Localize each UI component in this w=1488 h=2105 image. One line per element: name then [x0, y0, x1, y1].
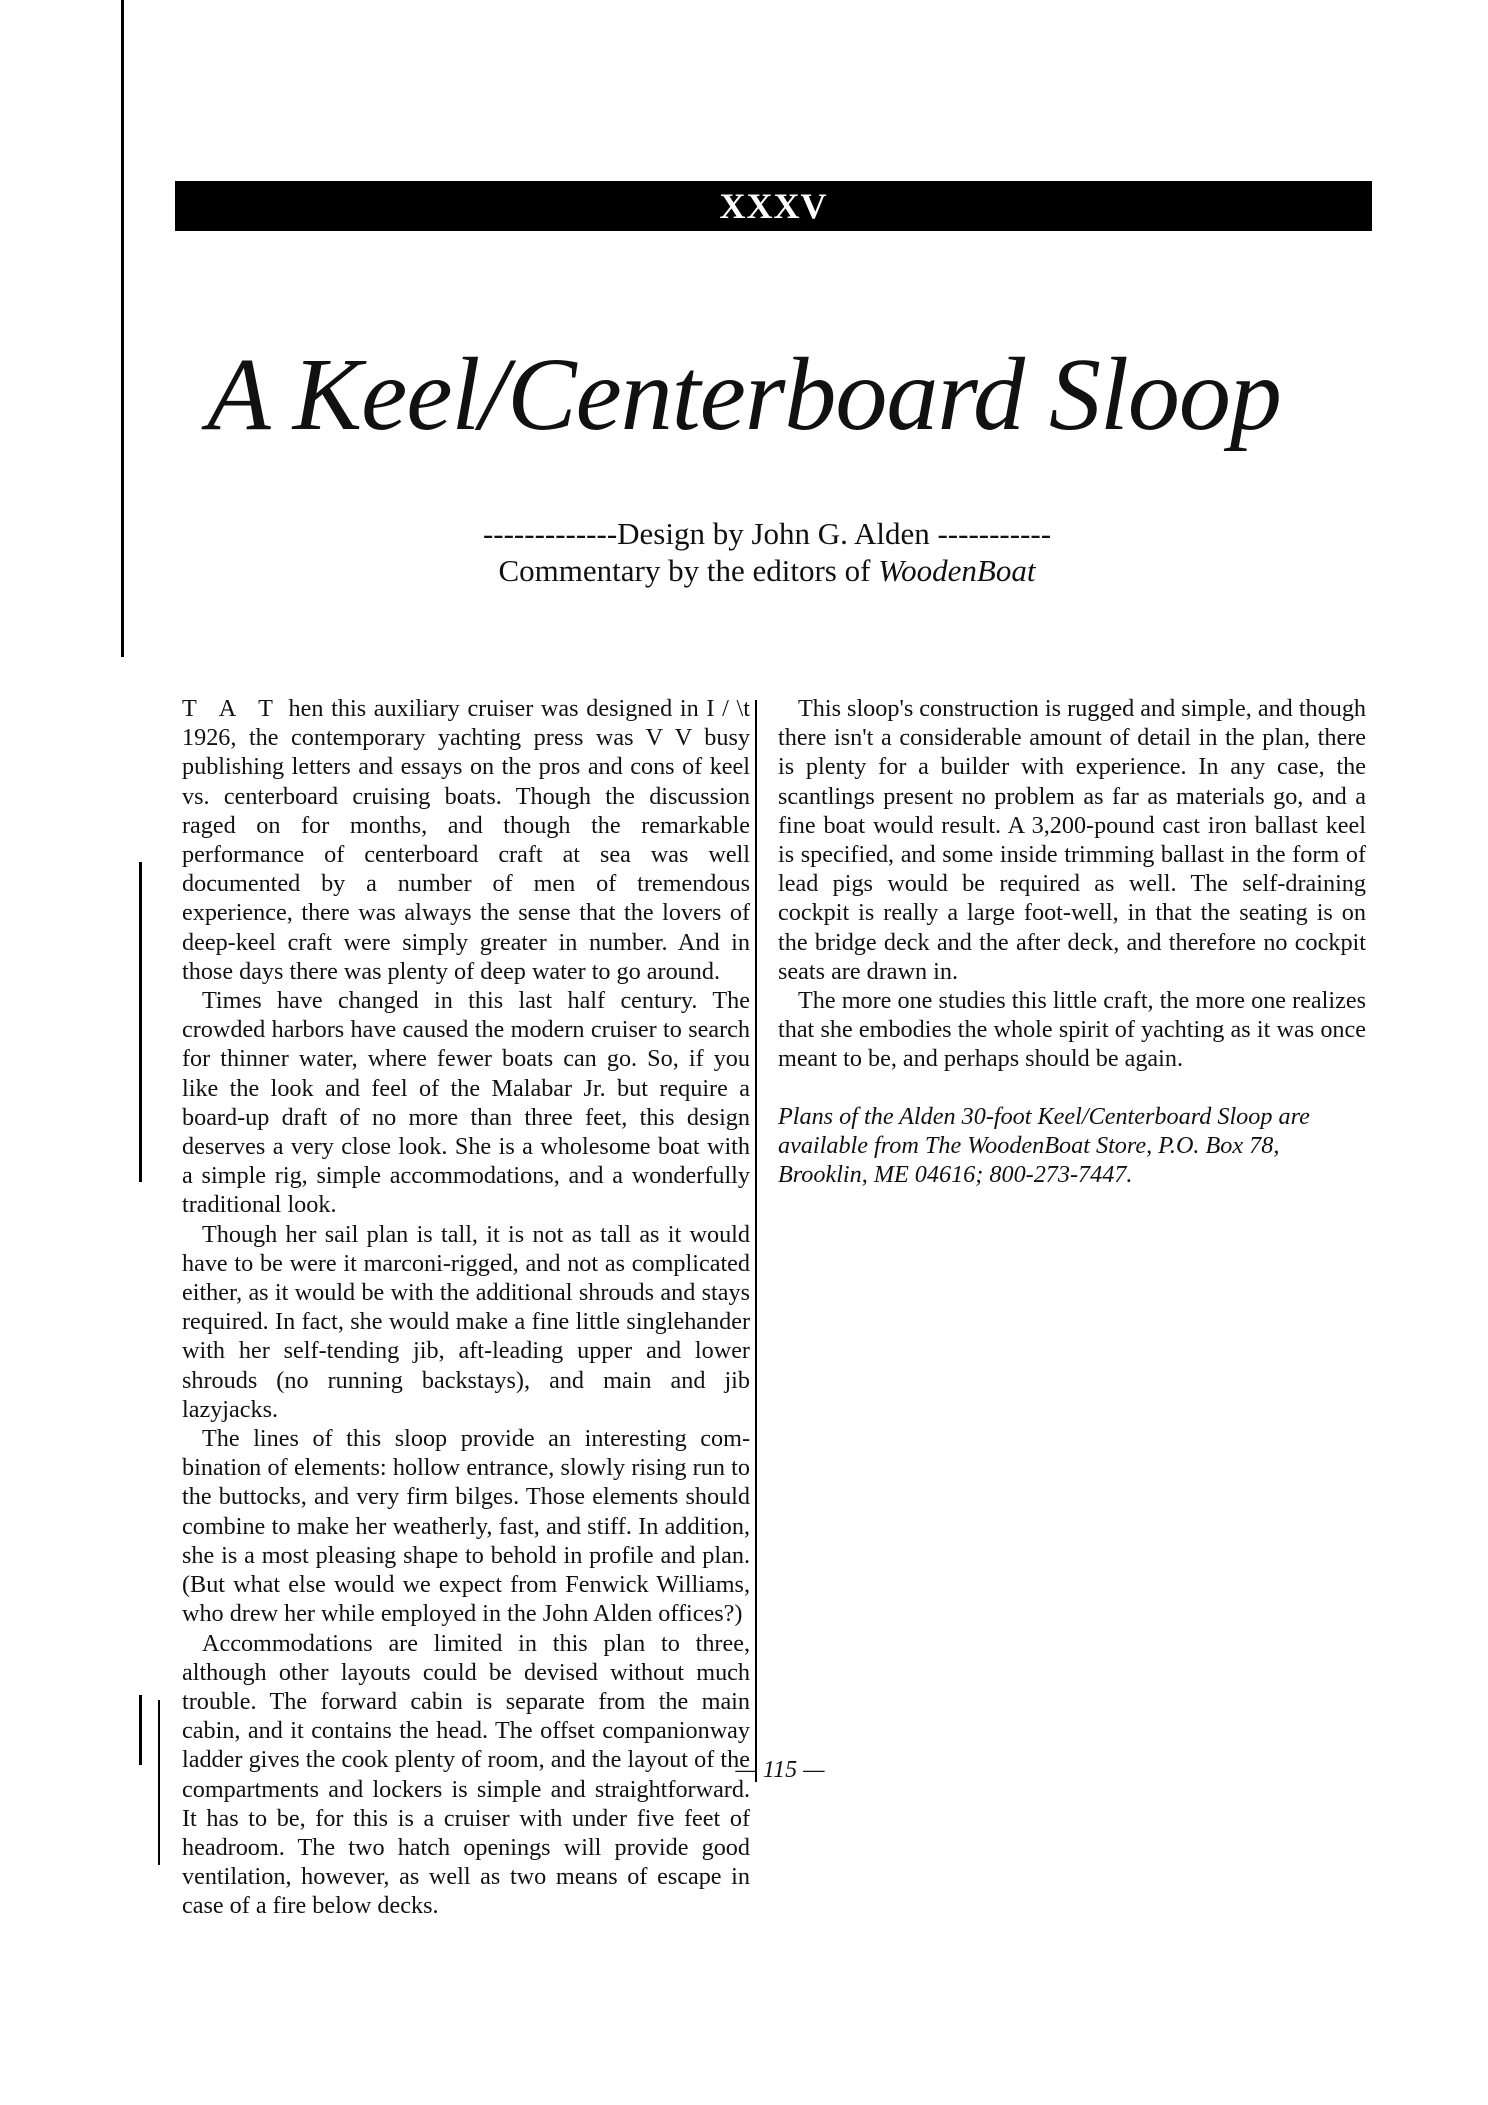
- byline-design: -------------Design by John G. Alden -----------: [482, 516, 1052, 551]
- article-paragraph: The more one studies this little craft, the more one realizes that she embodies the whole spirit of yachting as it was once meant to be, and perhaps should be again.: [778, 987, 1366, 1073]
- margin-rule-bottom-left: [158, 1700, 160, 1865]
- article-paragraph: Accommodations are limited in this plan to three, although other layouts could be devised without much trouble. The forward cabin is separate from the main cabin, and it contains the head. The offset companionway ladder gives the cook plenty of room, and the layout of the compartments and lockers is simple and straightforward. It has to be, for this is a cruiser with under five feet of headroom. The two hatch openings will provide good ventilation, however, as well as two means of escape in case of a fire below decks.: [182, 1629, 750, 1920]
- byline-commentary: [0, 553, 1488, 589]
- gutter-rule: [755, 700, 757, 1782]
- article-column-left: [182, 694, 750, 1921]
- article-paragraph: [182, 694, 750, 986]
- plans-credit: Plans of the Alden 30-foot Keel/Centerboard Sloop are available from The WoodenBoat Store, P.O. Box 78, Brooklin, ME 04616; 800-273-7447.: [778, 1102, 1310, 1188]
- article-column-right: [778, 694, 1366, 1189]
- article-paragraph: Times have changed in this last half century. The crowded harbors have caused the modern cruiser to search for thinner water, where fewer boats can go. So, if you like the look and feel of the Malabar Jr. but require a board-up draft of no more than three feet, this design deserves a very close look. She is a wholesome boat with a simple rig, simple accommodations, and a wonderfully traditional look.: [182, 987, 750, 1219]
- article-paragraph: Though her sail plan is tall, it is not as tall as it would have to be were it marconi-rigged, and not as complicated either, as it would be with the additional shrouds and stays required. In fact, she would make a fine little singlehander with her self-tending jib, aft-leading upper and lower shrouds (no running backstays), and main and jib lazyjacks.: [182, 1220, 750, 1423]
- article-paragraph: The lines of this sloop provide an interesting combination of elements: hollow entrance, slowly rising run to the buttocks, and very firm bilges. Those elements should combine to make her weatherly, fast, and stiff. In addition, she is a most pleasing shape to behold in profile and plan. (But what else would we expect from Fenwick Williams, who drew her while employed in the John Alden offices?): [182, 1425, 750, 1628]
- dropcap: T A T: [182, 695, 281, 722]
- margin-rule-lower-left: [139, 1695, 142, 1765]
- page-number: — 115 —: [735, 1757, 825, 1783]
- article-paragraph: This sloop's construction is rugged and simple, and though there isn't a considerable amount of detail in the plan, there is plenty for a builder with experience. In any case, the scantlings present no problem as far as materials go, and a fine boat would result. A 3,200-pound cast iron ballast keel is specified, and some inside trimming ballast in the form of lead pigs would be required as well. The self-draining cockpit is really a large foot-well, in that the seating is on the bridge deck and the after deck, and therefore no cockpit seats are drawn in.: [778, 695, 1367, 985]
- magazine-name: WoodenBoat: [878, 553, 1036, 588]
- byline-commentary-prefix: Commentary by the editors of: [498, 553, 879, 588]
- margin-rule-mid-left: [139, 862, 142, 1182]
- page-title: A Keel/Centerboard Sloop: [207, 337, 1281, 452]
- chapter-number-bar: [175, 181, 1372, 231]
- paragraph-text: hen this auxiliary cruiser was designed in I / \t 1926, the contemporary yachting press was V V busy publishing letters and essays on the pros and cons of keel vs. centerboard cruising boats. Though the discussion raged on for months, and though the remarkable performance of centerboard craft at sea was well documented by a number of men of tremendous experience, there was always the sense that the lovers of deep-keel craft were simply greater in number. And in those days there was plenty of deep water to go around.: [182, 695, 750, 985]
- chapter-number: XXXV: [719, 186, 828, 226]
